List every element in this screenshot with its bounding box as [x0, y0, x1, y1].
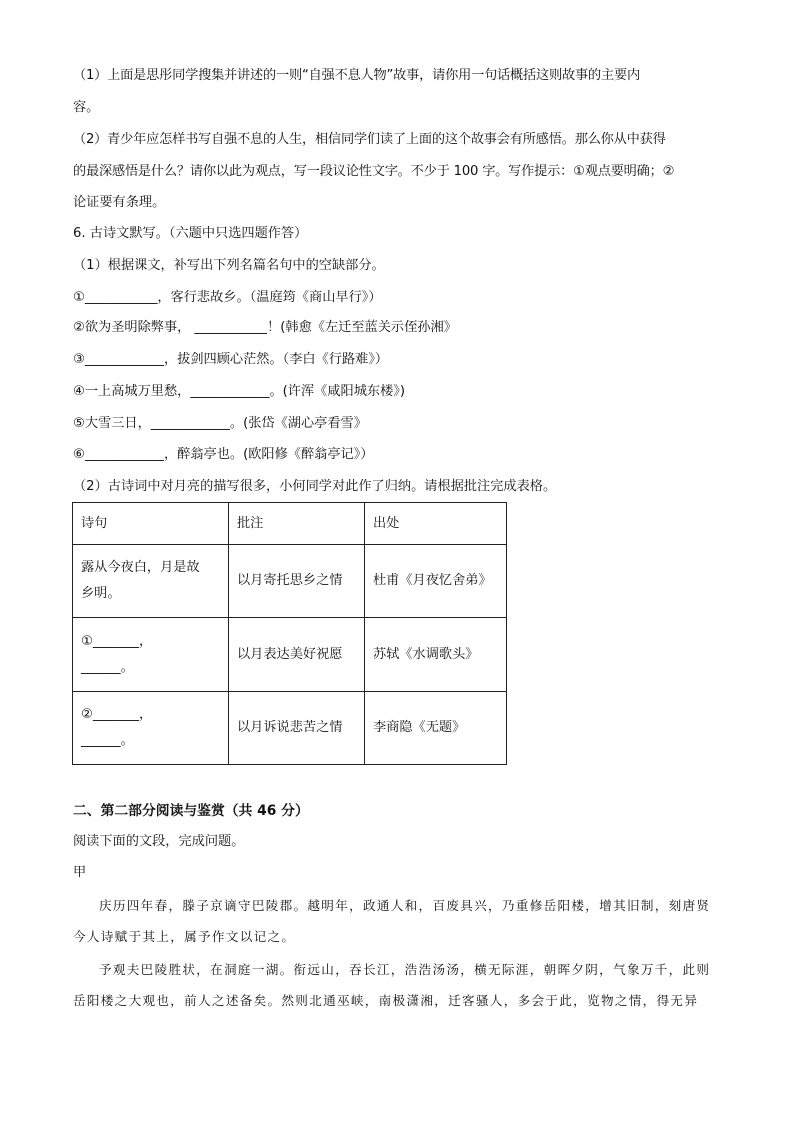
table-cell-verse [73, 692, 229, 765]
table-cell-source: 李商隐《无题》 [365, 692, 507, 765]
q5-sub1-line1: （1）上面是思彤同学搜集并讲述的一则“自强不息人物”故事，请你用一句话概括这则故事的主要内 [73, 68, 640, 83]
table-header-source: 出处 [365, 503, 507, 545]
verse-line: 乡明。 [81, 586, 121, 601]
table-header-note: 批注 [229, 503, 365, 545]
q6-sub2-intro: （2）古诗词中对月亮的描写很多，小何同学对此作了归纳。请根据批注完成表格。 [73, 479, 557, 494]
q6-item-3: ③____________，拔剑四顾心茫然。（李白《行路难》） [73, 352, 389, 367]
q5-sub2-line1: （2）青少年应怎样书写自强不息的人生，相信同学们读了上面的这个故事会有所感悟。那么你从中获得 [73, 132, 666, 147]
table-row [73, 692, 507, 765]
table-header-row [73, 503, 507, 545]
table-cell-source: 杜甫《月夜忆舍弟》 [365, 545, 507, 618]
verse-line: 露从今夜白，月是故 [81, 560, 200, 575]
table-cell-note: 以月表达美好祝愿 [229, 618, 365, 692]
passage-para2-line2: 岳阳楼之大观也，前人之述备矣。然则北通巫峡，南极潇湘，迁客骚人，多会于此，览物之情，得无异 [73, 993, 699, 1008]
table-cell-note: 以月诉说悲苦之情 [229, 692, 365, 765]
moon-poetry-table [72, 502, 507, 765]
table-row [73, 618, 507, 692]
q5-sub1-line2: 容。 [73, 100, 100, 115]
verse-blank-line: ______。 [81, 659, 134, 675]
table-cell-verse [73, 618, 229, 692]
q6-item-6: ⑥____________，醉翁亭也。(欧阳修《醉翁亭记》） [73, 447, 374, 462]
q6-item-5: ⑤大雪三日，____________。(张岱《湖心亭看雪》 [73, 416, 367, 431]
q6-item-4: ④一上高城万里愁，____________。(许浑《咸阳城东楼》) [73, 384, 406, 399]
q6-title: 6. 古诗文默写。（六题中只选四题作答） [73, 226, 308, 241]
verse-blank-line: ______。 [81, 733, 134, 748]
part2-instruction: 阅读下面的文段，完成问题。 [73, 834, 245, 849]
q6-sub1-intro: （1）根据课文，补写出下列名篇名句中的空缺部分。 [73, 258, 385, 273]
passage-para1-line1: 庆历四年春，滕子京谪守巴陵郡。越明年，政通人和，百废具兴，乃重修岳阳楼，增其旧制，刻唐贤 [99, 898, 711, 913]
table-cell-verse [73, 545, 229, 618]
table-cell-source: 苏轼《水调歌头》 [365, 618, 507, 692]
passage-label: 甲 [73, 865, 87, 880]
table-header-verse: 诗句 [73, 503, 229, 545]
verse-blank-line: ②_______， [81, 707, 153, 722]
q6-item-1: ①___________，客行悲故乡。（温庭筠《商山早行》） [73, 290, 382, 305]
passage-para2-line1: 予观夫巴陵胜状，在洞庭一湖。衔远山，吞长江，浩浩汤汤，横无际涯，朝晖夕阴，气象万千，此则 [99, 962, 711, 977]
q6-item-2: ②欲为圣明除弊事， ___________！(韩愈《左迁至蓝关示侄孙湘》 [73, 320, 457, 335]
table-cell-note: 以月寄托思乡之情 [229, 545, 365, 618]
passage-para1-line2: 今人诗赋于其上，属予作文以记之。 [73, 929, 296, 944]
q5-sub2-line3: 论证要有条理。 [73, 195, 166, 210]
table-row [73, 545, 507, 618]
part2-heading: 二、第二部分阅读与鉴赏（共 46 分） [73, 803, 309, 819]
verse-blank-line: ①_______， [81, 633, 153, 649]
q5-sub2-line2: 的最深感悟是什么？请你以此为观点，写一段议论性文字。不少于 100 字。写作提示：①观点要明确；② [73, 164, 675, 179]
